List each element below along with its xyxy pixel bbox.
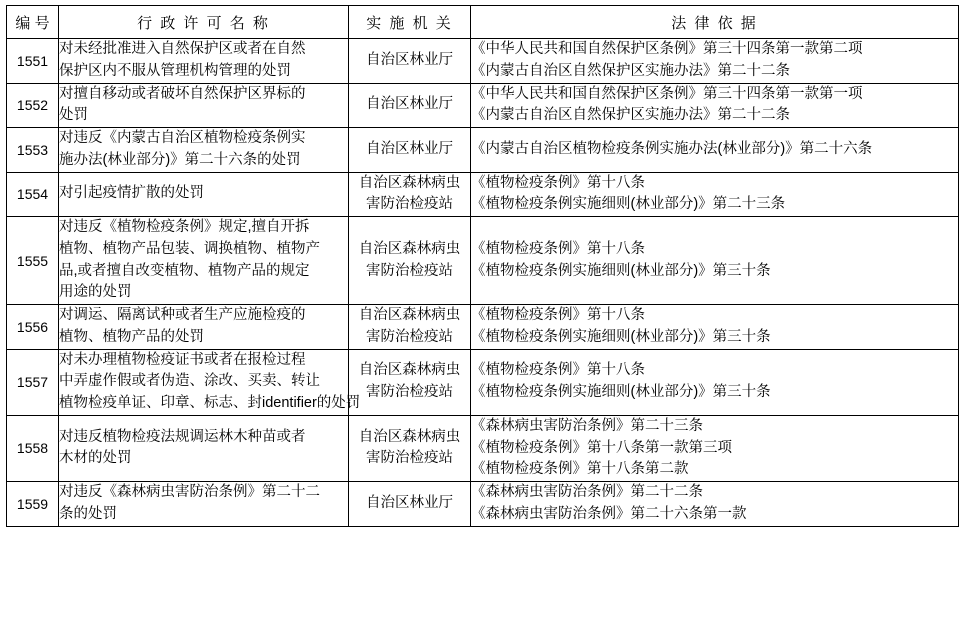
cell-permit-name: [59, 128, 349, 173]
authority-line: 自治区森林病虫: [358, 174, 461, 191]
table-row: [7, 39, 959, 84]
permit-name-line: 对违反《森林病虫害防治条例》第二十二: [59, 484, 320, 500]
authority-line: 自治区森林病虫: [358, 362, 461, 379]
cell-permit-name: [59, 172, 349, 217]
permit-name-line: 对调运、隔离试种或者生产应施检疫的: [59, 307, 306, 323]
table-row: [7, 349, 959, 415]
authority-line: 害防治检疫站: [366, 262, 453, 279]
cell-authority: [349, 482, 471, 527]
cell-number: 1556: [7, 305, 59, 350]
permit-name-line: 植物检疫单证、印章、标志、封identifier的处罚: [59, 395, 361, 411]
table-row: [7, 415, 959, 481]
cell-authority: [349, 128, 471, 173]
cell-authority: [349, 415, 471, 481]
legal-basis-line: 《森林病虫害防治条例》第二十二条: [471, 484, 703, 500]
table-body: [7, 39, 959, 527]
permit-name-line: 对擅自移动或者破坏自然保护区界标的: [59, 85, 306, 102]
cell-authority: [349, 217, 471, 305]
cell-number: 1552: [7, 83, 59, 128]
permit-name-line: 对违反《植物检疫条例》规定,擅自开拆: [59, 219, 310, 235]
cell-legal-basis: [471, 128, 959, 173]
permit-name-line: 条的处罚: [59, 505, 117, 522]
column-header-permit-name: 行 政 许 可 名 称: [59, 6, 349, 39]
legal-basis-line: 《植物检疫条例》第十八条第二款: [471, 461, 689, 478]
authority-line: 自治区森林病虫: [358, 307, 461, 323]
table-header-row: [7, 6, 959, 39]
column-header-legal-basis: 法 律 依 据: [471, 6, 959, 39]
permit-name-line: 施办法(林业部分)》第二十六条的处罚: [59, 151, 301, 168]
cell-legal-basis: [471, 305, 959, 350]
legal-basis-line: 《内蒙古自治区植物检疫条例实施办法(林业部分)》第二十六条: [471, 140, 873, 157]
legal-basis-line: 《植物检疫条例实施细则(林业部分)》第三十条: [471, 328, 771, 345]
cell-legal-basis: [471, 482, 959, 527]
permit-name-line: 对未办理植物检疫证书或者在报检过程: [59, 351, 306, 368]
authority-line: 自治区林业厅: [366, 96, 453, 113]
permit-name-line: 品,或者擅自改变植物、植物产品的规定: [59, 262, 310, 279]
permit-name-line: 对引起疫情扩散的处罚: [59, 185, 204, 202]
authority-line: 害防治检疫站: [366, 196, 453, 213]
authority-line: 自治区林业厅: [366, 51, 453, 68]
table-row: [7, 217, 959, 305]
cell-permit-name: [59, 415, 349, 481]
legal-basis-line: 《植物检疫条例》第十八条: [471, 240, 645, 257]
column-header-authority: 实 施 机 关: [349, 6, 471, 39]
permit-name-line: 用途的处罚: [59, 284, 132, 301]
cell-number: 1553: [7, 128, 59, 173]
cell-authority: [349, 349, 471, 415]
cell-legal-basis: [471, 39, 959, 84]
table-row: [7, 172, 959, 217]
legal-basis-line: 《植物检疫条例》第十八条: [471, 362, 645, 379]
permit-name-line: 植物、植物产品包装、调换植物、植物产: [59, 240, 320, 257]
authority-line: 自治区森林病虫: [358, 240, 461, 257]
legal-basis-line: 《植物检疫条例实施细则(林业部分)》第三十条: [471, 384, 771, 401]
authority-line: 自治区林业厅: [366, 494, 453, 511]
legal-basis-line: 《内蒙古自治区自然保护区实施办法》第二十二条: [471, 62, 790, 79]
authority-line: 害防治检疫站: [366, 328, 453, 345]
legal-basis-line: 《中华人民共和国自然保护区条例》第三十四条第一款第二项: [471, 41, 863, 57]
cell-number: 1557: [7, 349, 59, 415]
legal-basis-line: 《内蒙古自治区自然保护区实施办法》第二十二条: [471, 107, 790, 124]
cell-number: 1551: [7, 39, 59, 84]
table-row: [7, 83, 959, 128]
cell-legal-basis: [471, 217, 959, 305]
legal-basis-line: 《植物检疫条例》第十八条: [471, 307, 645, 323]
legal-basis-line: 《植物检疫条例》第十八条: [471, 174, 645, 191]
cell-number: 1554: [7, 172, 59, 217]
permit-name-line: 植物、植物产品的处罚: [59, 328, 204, 345]
cell-legal-basis: [471, 172, 959, 217]
permit-name-line: 处罚: [59, 107, 88, 124]
table-header: [7, 6, 959, 39]
table-row: [7, 305, 959, 350]
administrative-permit-table: [6, 5, 959, 527]
cell-permit-name: [59, 482, 349, 527]
cell-legal-basis: [471, 349, 959, 415]
legal-basis-line: 《森林病虫害防治条例》第二十三条: [471, 417, 703, 434]
legal-basis-line: 《中华人民共和国自然保护区条例》第三十四条第一款第一项: [471, 85, 863, 102]
authority-line: 害防治检疫站: [366, 384, 453, 401]
legal-basis-line: 《植物检疫条例实施细则(林业部分)》第二十三条: [471, 196, 786, 213]
table-row: [7, 128, 959, 173]
legal-basis-line: 《植物检疫条例》第十八条第一款第三项: [471, 439, 732, 456]
authority-line: 自治区林业厅: [366, 140, 453, 157]
legal-basis-line: 《植物检疫条例实施细则(林业部分)》第三十条: [471, 262, 771, 279]
cell-authority: [349, 172, 471, 217]
cell-permit-name: [59, 39, 349, 84]
permit-name-line: 中弄虚作假或者伪造、涂改、买卖、转让: [59, 373, 320, 390]
permit-name-line: 保护区内不服从管理机构管理的处罚: [59, 62, 291, 79]
legal-basis-line: 《森林病虫害防治条例》第二十六条第一款: [471, 505, 747, 522]
authority-line: 害防治检疫站: [366, 450, 453, 467]
cell-number: 1555: [7, 217, 59, 305]
permit-name-line: 对未经批准进入自然保护区或者在自然: [59, 41, 306, 57]
cell-legal-basis: [471, 83, 959, 128]
cell-permit-name: [59, 83, 349, 128]
authority-line: 自治区森林病虫: [358, 428, 461, 445]
cell-authority: [349, 305, 471, 350]
permit-name-line: 对违反植物检疫法规调运林木种苗或者: [59, 428, 306, 445]
table-row: [7, 482, 959, 527]
cell-authority: [349, 39, 471, 84]
cell-permit-name: [59, 349, 361, 415]
cell-permit-name: [59, 305, 349, 350]
cell-permit-name: [59, 217, 349, 305]
permit-name-line: 对违反《内蒙古自治区植物检疫条例实: [59, 130, 306, 146]
cell-number: 1558: [7, 415, 59, 481]
permit-name-line: 木材的处罚: [59, 450, 132, 467]
cell-authority: [349, 83, 471, 128]
cell-legal-basis: [471, 415, 959, 481]
column-header-number: 编 号: [7, 6, 59, 39]
cell-number: 1559: [7, 482, 59, 527]
